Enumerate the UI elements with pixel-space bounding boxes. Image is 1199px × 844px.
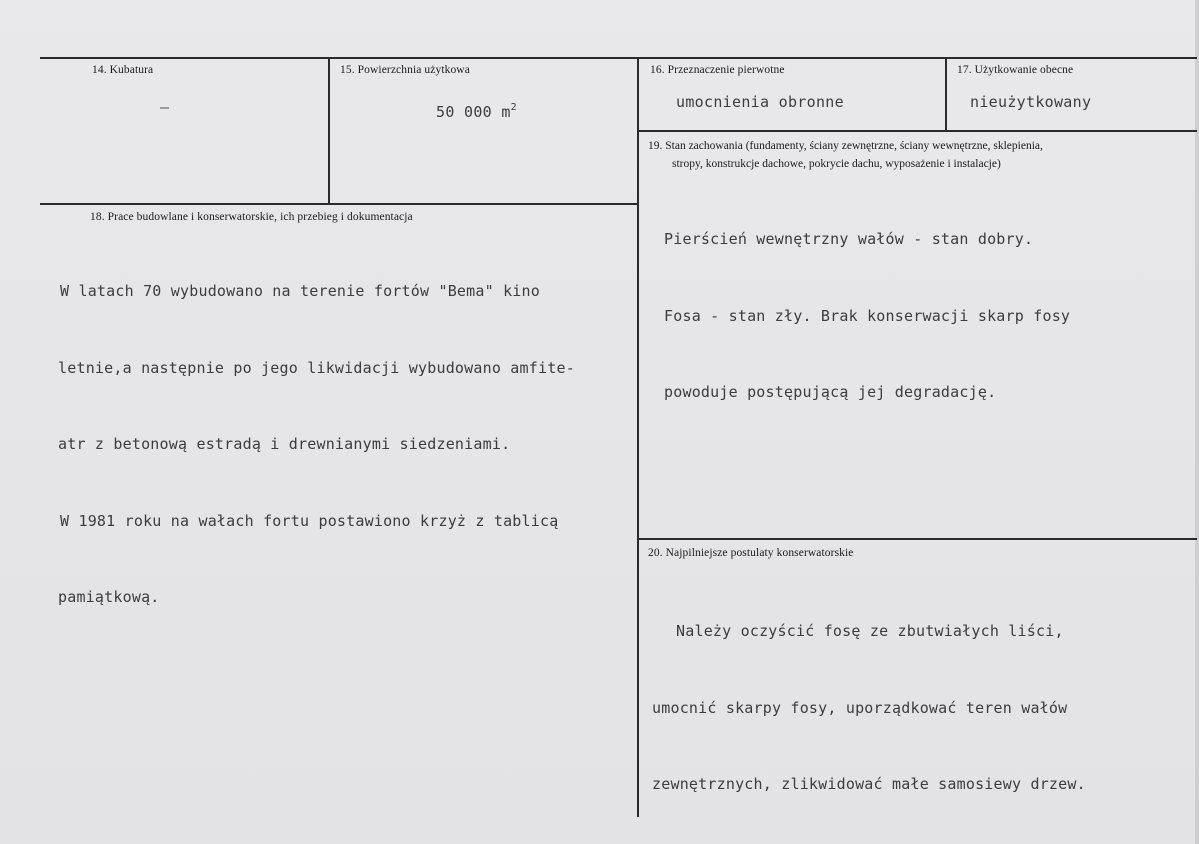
area-value: 50 000 m xyxy=(436,103,511,121)
field-19-label-line: stropy, konstrukcje dachowe, pokrycie dachu, wyposażenie i instalacje) xyxy=(672,158,1001,170)
field-19-label xyxy=(648,137,1043,173)
divider-col-main xyxy=(637,57,639,817)
field-18-line: W 1981 roku na wałach fortu postawiono krzyż z tablicą xyxy=(60,511,559,530)
field-20-line: zewnętrznych, zlikwidować małe samosiewy drzew. xyxy=(652,775,1086,793)
field-19-line: Fosa - stan zły. Brak konserwacji skarp fosy xyxy=(664,306,1071,325)
field-20-line: Należy oczyścić fosę ze zbutwiałych liści, xyxy=(676,622,1064,640)
divider-right-upper xyxy=(639,130,1197,132)
divider-left-upper xyxy=(40,203,638,205)
divider-col-3 xyxy=(945,57,947,131)
top-border xyxy=(40,57,1197,59)
field-14-label: 14. Kubatura xyxy=(92,64,154,76)
field-20-line: umocnić skarpy fosy, uporządkować teren wałów xyxy=(652,698,1068,717)
field-16-label: 16. Przeznaczenie pierwotne xyxy=(650,64,785,76)
field-18-line: letnie,a następnie po jego likwidacji wybudowano amfite- xyxy=(58,358,575,377)
page-edge xyxy=(1195,0,1199,844)
field-17-value: nieużytkowany xyxy=(970,93,1092,111)
field-15-value xyxy=(436,102,517,121)
field-18-line: pamiątkową. xyxy=(58,588,160,606)
field-18-text xyxy=(60,228,575,662)
field-15-label: 15. Powierzchnia użytkowa xyxy=(340,64,470,76)
field-20-text xyxy=(652,568,1086,844)
field-19-line: Pierścień wewnętrzny wałów - stan dobry. xyxy=(664,230,1034,248)
divider-col-1 xyxy=(328,57,330,204)
field-14-value: – xyxy=(160,98,170,116)
field-19-line: powoduje postępującą jej degradację. xyxy=(664,383,997,401)
field-20-label: 20. Najpilniejsze postulaty konserwatorskie xyxy=(648,547,854,559)
field-18-label: 18. Prace budowlane i konserwatorskie, ich przebieg i dokumentacja xyxy=(90,211,413,223)
field-18-line: W latach 70 wybudowano na terenie fortów "Bema" kino xyxy=(60,282,540,300)
field-18-line: atr z betonową estradą i drewnianymi siedzeniami. xyxy=(58,435,511,453)
field-19-text xyxy=(664,176,1070,457)
divider-right-lower xyxy=(639,538,1197,540)
area-unit-sup: 2 xyxy=(510,102,517,113)
field-17-label: 17. Użytkowanie obecne xyxy=(957,64,1074,76)
field-19-label-line: 19. Stan zachowania (fundamenty, ściany zewnętrzne, ściany wewnętrzne, sklepienia, xyxy=(648,140,1043,152)
field-16-value: umocnienia obronne xyxy=(676,93,844,111)
